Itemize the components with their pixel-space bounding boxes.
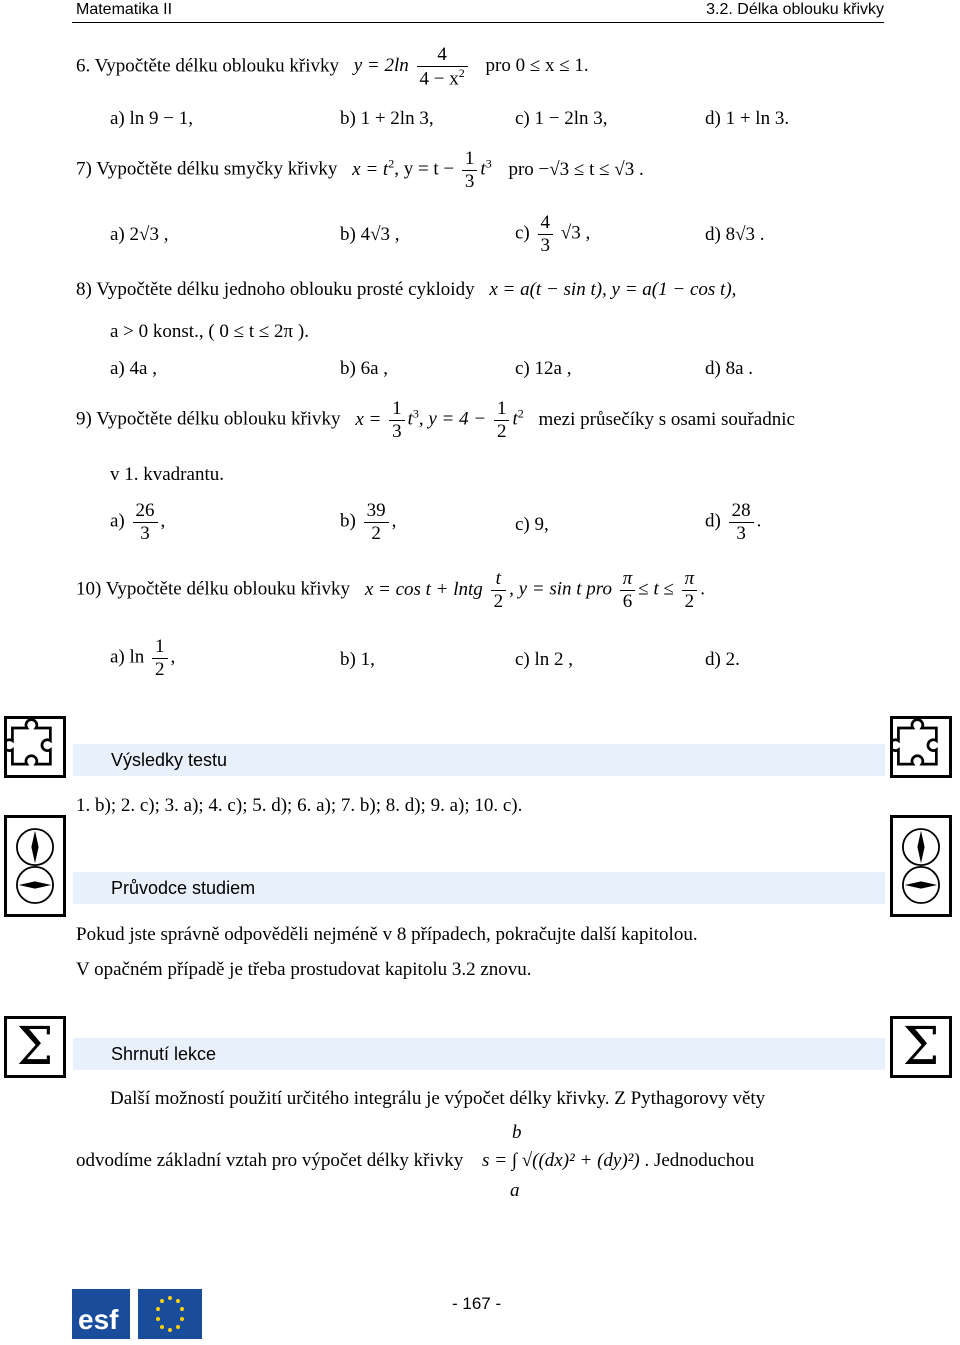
q6-option-b[interactable]: b) 1 + 2ln 3,: [340, 108, 434, 129]
q6-eq: y = 2ln: [353, 55, 409, 77]
svg-text:esf: esf: [78, 1304, 119, 1335]
header-rule: [72, 22, 884, 23]
sigma-icon: Σ: [4, 1016, 66, 1078]
question-9: 9) Vypočtěte délku oblouku křivky x = $\frac{1}{3}$ $t^3$, y = 4 − $\frac{1}{2}$ $t^2$ mezi průsečíky s osami souřadnic: [76, 398, 795, 442]
results-band: [73, 744, 885, 776]
q6-option-a[interactable]: a) ln 9 − 1,: [110, 108, 194, 129]
q8-option-d[interactable]: d) 8a .: [705, 358, 754, 379]
question-10: 10) Vypočtěte délku oblouku křivky x = cos t + lntg $\frac{t}{2}$ , y = sin t pro $\frac{\pi}{6}$ ≤ t ≤ $\frac{\pi}{2}$ .: [76, 568, 705, 612]
q7-fraction: $\frac{1}{3}$: [462, 148, 478, 193]
q10-option-c[interactable]: c) ln 2 ,: [515, 649, 574, 670]
guide-line-1: Pokud jste správně odpověděli nejméně v 8 případech, pokračujte další kapitolou.: [76, 924, 698, 945]
q10-option-b[interactable]: b) 1,: [340, 649, 375, 670]
q9-option-d[interactable]: d) $\frac{28}{3}$ .: [705, 500, 762, 544]
q9-option-b[interactable]: b) $\frac{39}{2}$ ,: [340, 500, 397, 544]
header-left: Matematika II: [76, 1, 173, 18]
guide-band: [73, 872, 885, 904]
q6-option-c[interactable]: c) 1 − 2ln 3,: [515, 108, 608, 129]
summary-band: [73, 1038, 885, 1070]
puzzle-icon: [890, 716, 952, 778]
page-number: - 167 -: [452, 1294, 502, 1313]
guide-title: Průvodce studiem: [111, 878, 256, 898]
question-9-line2: v 1. kvadrantu.: [110, 464, 224, 485]
summary-line-2: odvodíme základní vztah pro výpočet délky křivky s = ∫ √((dx)² + (dy)²) b a . Jednoduchou: [76, 1122, 755, 1201]
header-right: 3.2. Délka oblouku křivky: [706, 1, 884, 18]
compass-icon: [890, 815, 952, 917]
guide-line-2: V opačném případě je třeba prostudovat kapitolu 3.2 znovu.: [76, 959, 532, 980]
arc-length-formula: s = ∫ √((dx)² + (dy)²): [482, 1150, 640, 1171]
q6-prefix: 6. Vypočtěte délku oblouku křivky: [76, 55, 339, 77]
esf-logo: [72, 1289, 202, 1339]
compass-icon: [4, 815, 66, 917]
q9-option-c[interactable]: c) 9,: [515, 514, 549, 535]
q7-option-d[interactable]: d) 8√3 .: [705, 224, 765, 245]
q6-fraction: $\frac{4}{4 - x^2}$: [417, 44, 468, 90]
q8-option-a[interactable]: a) 4a ,: [110, 358, 157, 379]
q8-option-c[interactable]: c) 12a ,: [515, 358, 572, 379]
q6-option-d[interactable]: d) 1 + ln 3.: [705, 108, 790, 129]
q7-option-a[interactable]: a) 2√3 ,: [110, 224, 169, 245]
q10-option-d[interactable]: d) 2.: [705, 649, 740, 670]
question-8-line1: 8) Vypočtěte délku jednoho oblouku prosté cykloidy x = a(t − sin t), y = a(1 − cos t),: [76, 279, 737, 300]
q10-option-a[interactable]: a) ln $\frac{1}{2}$ ,: [110, 636, 176, 680]
results-text: 1. b); 2. c); 3. a); 4. c); 5. d); 6. a); 7. b); 8. d); 9. a); 10. c).: [76, 795, 523, 816]
question-8-line2: a > 0 konst., ( 0 ≤ t ≤ 2π ).: [110, 321, 309, 342]
results-title: Výsledky testu: [111, 750, 228, 770]
puzzle-icon: [4, 716, 66, 778]
q7-option-c[interactable]: c) $\frac{4}{3}$ √3 ,: [515, 212, 591, 256]
q6-suffix: pro 0 ≤ x ≤ 1.: [485, 55, 589, 77]
q7-option-b[interactable]: b) 4√3 ,: [340, 224, 400, 245]
question-6: [76, 44, 589, 90]
q9-option-a[interactable]: a) $\frac{26}{3}$ ,: [110, 500, 166, 544]
q8-option-b[interactable]: b) 6a ,: [340, 358, 389, 379]
summary-line-1: Další možností použití určitého integrálu je výpočet délky křivky. Z Pythagorovy věty: [110, 1088, 766, 1109]
question-7: 7) Vypočtěte délku smyčky křivky $x = t^2$, y = t − $\frac{1}{3}$ $t^3$ pro −√3 ≤ t ≤ √3 .: [76, 148, 644, 192]
sigma-icon: Σ: [890, 1016, 952, 1078]
summary-title: Shrnutí lekce: [111, 1044, 217, 1064]
